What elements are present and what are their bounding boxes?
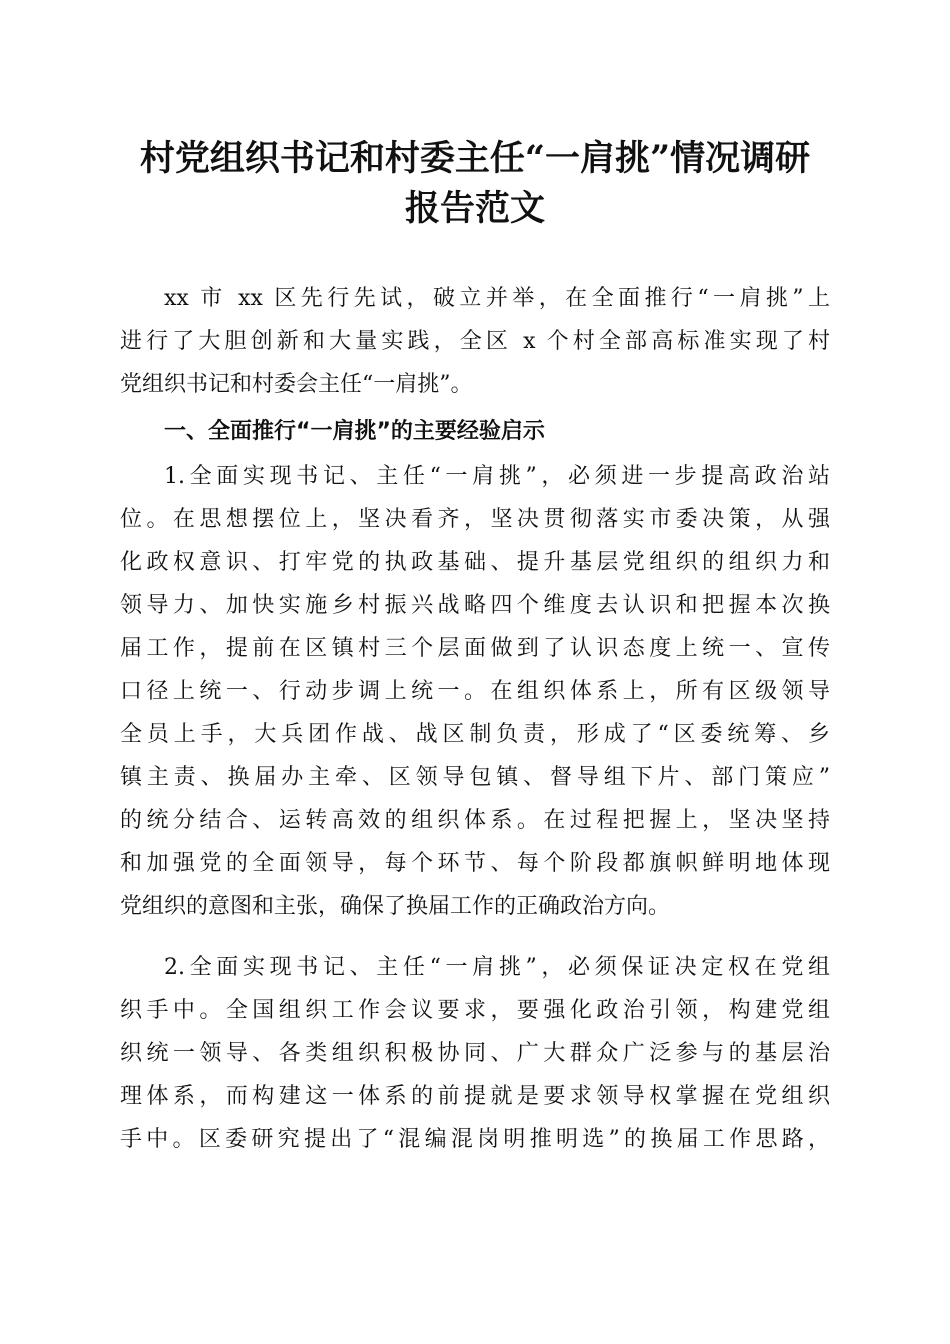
document-title-line-1: 村党组织书记和村委主任“一肩挑”情况调研	[139, 138, 811, 179]
intro-line: xx 市 xx 区先行先试，破立并举，在全面推行“一肩挑”上	[164, 286, 830, 311]
para2-line: 2.全面实现书记、主任“一肩挑”，必须保证决定权在党组	[164, 955, 830, 980]
intro-line: 党组织书记和村委会主任“一肩挑”。	[120, 372, 473, 397]
para2-line: 织手中。全国组织工作会议要求，要强化政治引领，构建党组	[120, 998, 830, 1023]
para2-line: 织统一领导、各类组织积极协同、广大群众广泛参与的基层治	[120, 1041, 830, 1066]
para1-line: 届工作，提前在区镇村三个层面做到了认识态度上统一、宣传	[120, 636, 830, 661]
para1-line: 的统分结合、运转高效的组织体系。在过程把握上，坚决坚持	[120, 808, 830, 833]
para1-line: 和加强党的全面领导，每个环节、每个阶段都旗帜鲜明地体现	[120, 851, 830, 876]
para2-line: 手中。区委研究提出了“混编混岗明推明选”的换届工作思路，	[120, 1127, 830, 1152]
para1-line: 1.全面实现书记、主任“一肩挑”，必须进一步提高政治站	[164, 464, 830, 489]
document-title-line-2: 报告范文	[404, 188, 545, 229]
para1-line: 党组织的意图和主张，确保了换届工作的正确政治方向。	[120, 894, 671, 919]
section-heading: 一、全面推行“一肩挑”的主要经验启示	[164, 419, 545, 444]
intro-line: 进行了大胆创新和大量实践，全区 x 个村全部高标准实现了村	[120, 329, 830, 354]
para1-line: 领导力、加快实施乡村振兴战略四个维度去认识和把握本次换	[120, 593, 830, 618]
para1-line: 全员上手，大兵团作战、战区制负责，形成了“区委统筹、乡	[120, 722, 830, 747]
para1-line: 位。在思想摆位上，坚决看齐，坚决贯彻落实市委决策，从强	[120, 507, 830, 532]
para1-line: 镇主责、换届办主牵、区领导包镇、督导组下片、部门策应”	[120, 765, 830, 790]
para1-line: 化政权意识、打牢党的执政基础、提升基层党组织的组织力和	[120, 550, 830, 575]
para2-line: 理体系，而构建这一体系的前提就是要求领导权掌握在党组织	[120, 1084, 830, 1109]
para1-line: 口径上统一、行动步调上统一。在组织体系上，所有区级领导	[120, 679, 830, 704]
